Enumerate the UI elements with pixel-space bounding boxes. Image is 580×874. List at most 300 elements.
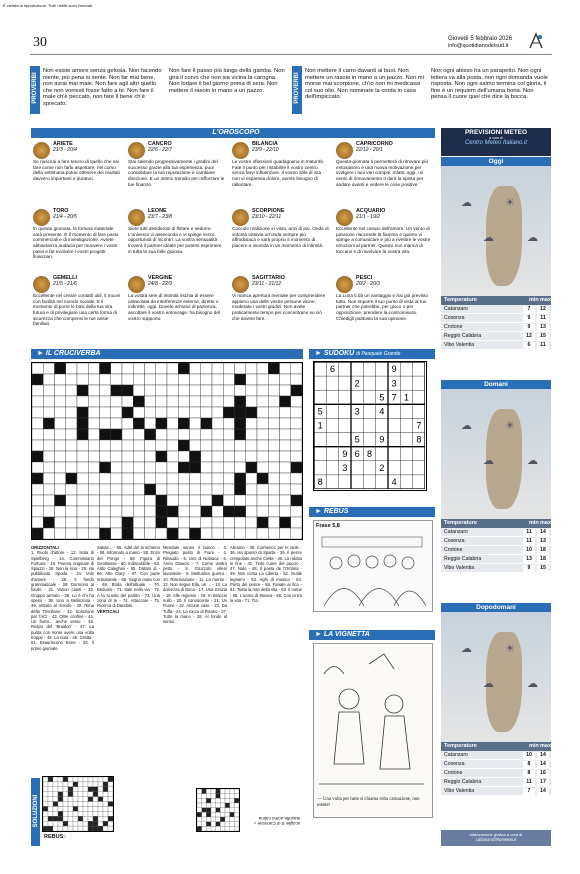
crossword-cell[interactable]	[280, 396, 291, 407]
crossword-cell[interactable]	[246, 407, 257, 418]
crossword-cell[interactable]	[280, 495, 291, 506]
crossword-cell[interactable]	[190, 418, 201, 429]
crossword-cell[interactable]	[280, 451, 291, 462]
crossword-cell[interactable]	[122, 484, 133, 495]
crossword-cell[interactable]	[257, 517, 268, 528]
crossword-cell[interactable]	[190, 506, 201, 517]
crossword-cell[interactable]	[223, 440, 234, 451]
crossword-cell[interactable]	[235, 451, 246, 462]
crossword-cell[interactable]	[246, 440, 257, 451]
crossword-cell[interactable]	[167, 407, 178, 418]
crossword-cell[interactable]	[88, 528, 99, 539]
crossword-cell[interactable]	[268, 451, 279, 462]
crossword-cell[interactable]	[88, 517, 99, 528]
crossword-cell[interactable]	[133, 374, 144, 385]
crossword-cell[interactable]	[55, 396, 66, 407]
crossword-cell[interactable]	[133, 407, 144, 418]
crossword-cell[interactable]	[223, 495, 234, 506]
crossword-cell[interactable]	[100, 374, 111, 385]
crossword-cell[interactable]	[32, 385, 43, 396]
crossword-cell[interactable]	[156, 451, 167, 462]
crossword-cell[interactable]	[223, 517, 234, 528]
crossword-cell[interactable]	[212, 451, 223, 462]
crossword-cell[interactable]	[190, 429, 201, 440]
crossword-cell[interactable]	[167, 374, 178, 385]
crossword-cell[interactable]	[212, 473, 223, 484]
crossword-cell[interactable]	[111, 462, 122, 473]
crossword-cell[interactable]	[66, 517, 77, 528]
crossword-cell[interactable]	[43, 363, 54, 374]
crossword-cell[interactable]	[66, 528, 77, 539]
crossword-cell[interactable]	[257, 407, 268, 418]
crossword-cell[interactable]	[100, 385, 111, 396]
crossword-cell[interactable]	[156, 495, 167, 506]
crossword-cell[interactable]	[88, 385, 99, 396]
crossword-cell[interactable]	[257, 440, 268, 451]
crossword-cell[interactable]	[291, 429, 302, 440]
crossword-cell[interactable]	[167, 451, 178, 462]
crossword-cell[interactable]	[77, 528, 88, 539]
crossword-cell[interactable]	[257, 451, 268, 462]
crossword-cell[interactable]	[32, 418, 43, 429]
crossword-cell[interactable]	[133, 473, 144, 484]
crossword-cell[interactable]	[246, 528, 257, 539]
crossword-cell[interactable]	[190, 451, 201, 462]
crossword-cell[interactable]	[212, 517, 223, 528]
crossword-cell[interactable]	[122, 418, 133, 429]
crossword-cell[interactable]	[133, 506, 144, 517]
crossword-cell[interactable]	[156, 385, 167, 396]
crossword-cell[interactable]	[145, 462, 156, 473]
crossword-cell[interactable]	[268, 407, 279, 418]
crossword-cell[interactable]	[55, 451, 66, 462]
crossword-cell[interactable]	[167, 385, 178, 396]
crossword-cell[interactable]	[212, 429, 223, 440]
crossword-cell[interactable]	[223, 363, 234, 374]
crossword-cell[interactable]	[32, 473, 43, 484]
crossword-cell[interactable]	[55, 495, 66, 506]
crossword-cell[interactable]	[235, 407, 246, 418]
crossword-cell[interactable]	[66, 451, 77, 462]
crossword-cell[interactable]	[201, 517, 212, 528]
crossword-cell[interactable]	[88, 451, 99, 462]
crossword-cell[interactable]	[212, 363, 223, 374]
crossword-cell[interactable]	[133, 385, 144, 396]
crossword-cell[interactable]	[235, 506, 246, 517]
crossword-cell[interactable]	[77, 473, 88, 484]
crossword-cell[interactable]	[156, 396, 167, 407]
crossword-cell[interactable]	[77, 374, 88, 385]
crossword-cell[interactable]	[201, 374, 212, 385]
crossword-cell[interactable]	[111, 495, 122, 506]
crossword-cell[interactable]	[280, 407, 291, 418]
crossword-cell[interactable]	[55, 407, 66, 418]
crossword-cell[interactable]	[88, 396, 99, 407]
crossword-cell[interactable]	[77, 385, 88, 396]
crossword-cell[interactable]	[156, 473, 167, 484]
crossword-cell[interactable]	[201, 385, 212, 396]
crossword-cell[interactable]	[145, 473, 156, 484]
crossword-cell[interactable]	[145, 407, 156, 418]
crossword-cell[interactable]	[178, 374, 189, 385]
crossword-cell[interactable]	[66, 462, 77, 473]
crossword-cell[interactable]	[223, 451, 234, 462]
crossword-cell[interactable]	[145, 484, 156, 495]
crossword-cell[interactable]	[190, 473, 201, 484]
crossword-cell[interactable]	[212, 407, 223, 418]
crossword-cell[interactable]	[55, 418, 66, 429]
crossword-cell[interactable]	[66, 473, 77, 484]
crossword-cell[interactable]	[178, 396, 189, 407]
crossword-cell[interactable]	[235, 429, 246, 440]
crossword-cell[interactable]	[32, 484, 43, 495]
crossword-cell[interactable]	[55, 429, 66, 440]
crossword-cell[interactable]	[156, 440, 167, 451]
crossword-cell[interactable]	[100, 484, 111, 495]
crossword-cell[interactable]	[156, 528, 167, 539]
crossword-cell[interactable]	[190, 528, 201, 539]
crossword-cell[interactable]	[223, 407, 234, 418]
crossword-cell[interactable]	[43, 374, 54, 385]
crossword-cell[interactable]	[145, 440, 156, 451]
crossword-cell[interactable]	[212, 385, 223, 396]
crossword-cell[interactable]	[100, 517, 111, 528]
crossword-cell[interactable]	[122, 440, 133, 451]
crossword-cell[interactable]	[201, 440, 212, 451]
crossword-cell[interactable]	[111, 451, 122, 462]
crossword-cell[interactable]	[145, 363, 156, 374]
crossword-cell[interactable]	[77, 418, 88, 429]
crossword-cell[interactable]	[235, 528, 246, 539]
crossword-cell[interactable]	[32, 429, 43, 440]
crossword-cell[interactable]	[77, 506, 88, 517]
crossword-cell[interactable]	[122, 451, 133, 462]
crossword-cell[interactable]	[77, 451, 88, 462]
crossword-cell[interactable]	[178, 385, 189, 396]
crossword-cell[interactable]	[122, 363, 133, 374]
crossword-cell[interactable]	[212, 462, 223, 473]
crossword-cell[interactable]	[88, 429, 99, 440]
crossword-cell[interactable]	[88, 506, 99, 517]
crossword-cell[interactable]	[291, 495, 302, 506]
crossword-cell[interactable]	[66, 418, 77, 429]
crossword-cell[interactable]	[88, 418, 99, 429]
crossword-cell[interactable]	[145, 517, 156, 528]
crossword-cell[interactable]	[100, 429, 111, 440]
crossword-cell[interactable]	[167, 528, 178, 539]
crossword-cell[interactable]	[280, 528, 291, 539]
crossword-cell[interactable]	[223, 385, 234, 396]
crossword-cell[interactable]	[257, 396, 268, 407]
crossword-cell[interactable]	[268, 528, 279, 539]
crossword-cell[interactable]	[167, 462, 178, 473]
crossword-cell[interactable]	[268, 429, 279, 440]
crossword-cell[interactable]	[77, 495, 88, 506]
crossword-cell[interactable]	[235, 363, 246, 374]
crossword-cell[interactable]	[111, 440, 122, 451]
crossword-cell[interactable]	[43, 473, 54, 484]
crossword-cell[interactable]	[122, 396, 133, 407]
crossword-cell[interactable]	[268, 473, 279, 484]
crossword-cell[interactable]	[178, 451, 189, 462]
crossword-cell[interactable]	[257, 429, 268, 440]
crossword-cell[interactable]	[201, 429, 212, 440]
crossword-cell[interactable]	[156, 407, 167, 418]
crossword-cell[interactable]	[268, 396, 279, 407]
crossword-cell[interactable]	[268, 374, 279, 385]
crossword-cell[interactable]	[223, 462, 234, 473]
crossword-cell[interactable]	[145, 385, 156, 396]
crossword-cell[interactable]	[246, 429, 257, 440]
crossword-cell[interactable]	[145, 374, 156, 385]
crossword-cell[interactable]	[43, 506, 54, 517]
crossword-cell[interactable]	[43, 385, 54, 396]
crossword-cell[interactable]	[291, 506, 302, 517]
crossword-cell[interactable]	[32, 363, 43, 374]
crossword-cell[interactable]	[223, 506, 234, 517]
crossword-cell[interactable]	[291, 517, 302, 528]
crossword-cell[interactable]	[268, 517, 279, 528]
crossword-cell[interactable]	[212, 418, 223, 429]
crossword-cell[interactable]	[133, 462, 144, 473]
crossword-cell[interactable]	[178, 495, 189, 506]
crossword-cell[interactable]	[145, 429, 156, 440]
crossword-cell[interactable]	[178, 473, 189, 484]
crossword-cell[interactable]	[145, 396, 156, 407]
crossword-cell[interactable]	[100, 473, 111, 484]
crossword-cell[interactable]	[100, 528, 111, 539]
crossword-cell[interactable]	[201, 363, 212, 374]
crossword-cell[interactable]	[77, 484, 88, 495]
crossword-cell[interactable]	[268, 363, 279, 374]
crossword-cell[interactable]	[43, 484, 54, 495]
crossword-cell[interactable]	[111, 506, 122, 517]
crossword-cell[interactable]	[100, 451, 111, 462]
crossword-cell[interactable]	[190, 462, 201, 473]
crossword-cell[interactable]	[235, 495, 246, 506]
crossword-cell[interactable]	[156, 418, 167, 429]
crossword-cell[interactable]	[88, 374, 99, 385]
crossword-cell[interactable]	[133, 429, 144, 440]
crossword-cell[interactable]	[291, 440, 302, 451]
crossword-cell[interactable]	[212, 506, 223, 517]
crossword-cell[interactable]	[257, 506, 268, 517]
crossword-cell[interactable]	[77, 440, 88, 451]
crossword-cell[interactable]	[257, 385, 268, 396]
crossword-cell[interactable]	[66, 407, 77, 418]
crossword-cell[interactable]	[246, 363, 257, 374]
crossword-cell[interactable]	[167, 363, 178, 374]
crossword-cell[interactable]	[246, 418, 257, 429]
crossword-cell[interactable]	[257, 528, 268, 539]
crossword-cell[interactable]	[257, 418, 268, 429]
crossword-cell[interactable]	[88, 363, 99, 374]
crossword-cell[interactable]	[167, 517, 178, 528]
crossword-cell[interactable]	[111, 429, 122, 440]
crossword-cell[interactable]	[223, 396, 234, 407]
crossword-cell[interactable]	[280, 506, 291, 517]
crossword-cell[interactable]	[212, 484, 223, 495]
crossword-cell[interactable]	[111, 363, 122, 374]
crossword-cell[interactable]	[235, 462, 246, 473]
crossword-cell[interactable]	[223, 473, 234, 484]
crossword-cell[interactable]	[178, 506, 189, 517]
crossword-cell[interactable]	[100, 407, 111, 418]
crossword-cell[interactable]	[66, 429, 77, 440]
crossword-cell[interactable]	[156, 517, 167, 528]
crossword-cell[interactable]	[100, 495, 111, 506]
crossword-cell[interactable]	[43, 528, 54, 539]
crossword-cell[interactable]	[212, 396, 223, 407]
crossword-cell[interactable]	[291, 462, 302, 473]
crossword-cell[interactable]	[201, 473, 212, 484]
crossword-cell[interactable]	[111, 374, 122, 385]
crossword-cell[interactable]	[201, 396, 212, 407]
crossword-cell[interactable]	[111, 407, 122, 418]
crossword-cell[interactable]	[111, 473, 122, 484]
crossword-cell[interactable]	[212, 374, 223, 385]
crossword-cell[interactable]	[280, 429, 291, 440]
crossword-cell[interactable]	[246, 495, 257, 506]
crossword-cell[interactable]	[201, 407, 212, 418]
crossword-cell[interactable]	[291, 473, 302, 484]
crossword-cell[interactable]	[100, 506, 111, 517]
crossword-cell[interactable]	[43, 429, 54, 440]
crossword-cell[interactable]	[201, 506, 212, 517]
crossword-cell[interactable]	[190, 484, 201, 495]
crossword-cell[interactable]	[55, 462, 66, 473]
crossword-cell[interactable]	[291, 374, 302, 385]
crossword-cell[interactable]	[268, 462, 279, 473]
crossword-cell[interactable]	[280, 484, 291, 495]
crossword-cell[interactable]	[178, 517, 189, 528]
crossword-cell[interactable]	[66, 484, 77, 495]
crossword-cell[interactable]	[55, 363, 66, 374]
crossword-cell[interactable]	[167, 473, 178, 484]
crossword-cell[interactable]	[280, 462, 291, 473]
crossword-cell[interactable]	[280, 517, 291, 528]
crossword-cell[interactable]	[77, 517, 88, 528]
crossword-cell[interactable]	[88, 407, 99, 418]
crossword-cell[interactable]	[280, 363, 291, 374]
crossword-cell[interactable]	[167, 484, 178, 495]
crossword-cell[interactable]	[257, 363, 268, 374]
crossword-cell[interactable]	[201, 484, 212, 495]
crossword-cell[interactable]	[178, 462, 189, 473]
crossword-cell[interactable]	[88, 473, 99, 484]
crossword-cell[interactable]	[167, 506, 178, 517]
crossword-cell[interactable]	[190, 374, 201, 385]
crossword-cell[interactable]	[268, 385, 279, 396]
crossword-cell[interactable]	[178, 407, 189, 418]
crossword-cell[interactable]	[122, 429, 133, 440]
crossword-cell[interactable]	[190, 495, 201, 506]
crossword-cell[interactable]	[178, 528, 189, 539]
crossword-cell[interactable]	[235, 484, 246, 495]
crossword-cell[interactable]	[235, 385, 246, 396]
crossword-cell[interactable]	[280, 440, 291, 451]
crossword-cell[interactable]	[111, 528, 122, 539]
crossword-cell[interactable]	[66, 495, 77, 506]
crossword-cell[interactable]	[55, 374, 66, 385]
crossword-cell[interactable]	[145, 506, 156, 517]
crossword-cell[interactable]	[55, 385, 66, 396]
crossword-cell[interactable]	[55, 517, 66, 528]
crossword-cell[interactable]	[32, 462, 43, 473]
crossword-cell[interactable]	[88, 462, 99, 473]
crossword-cell[interactable]	[235, 517, 246, 528]
crossword-cell[interactable]	[212, 440, 223, 451]
crossword-cell[interactable]	[145, 528, 156, 539]
crossword-cell[interactable]	[111, 385, 122, 396]
crossword-cell[interactable]	[43, 396, 54, 407]
crossword-cell[interactable]	[133, 451, 144, 462]
crossword-cell[interactable]	[291, 363, 302, 374]
crossword-cell[interactable]	[122, 407, 133, 418]
crossword-cell[interactable]	[43, 462, 54, 473]
crossword-cell[interactable]	[77, 429, 88, 440]
crossword-cell[interactable]	[246, 517, 257, 528]
crossword-cell[interactable]	[100, 462, 111, 473]
crossword-cell[interactable]	[212, 528, 223, 539]
crossword-cell[interactable]	[178, 418, 189, 429]
crossword-cell[interactable]	[122, 495, 133, 506]
crossword-cell[interactable]	[77, 396, 88, 407]
crossword-cell[interactable]	[43, 440, 54, 451]
crossword-cell[interactable]	[156, 374, 167, 385]
crossword-cell[interactable]	[223, 374, 234, 385]
crossword-cell[interactable]	[246, 451, 257, 462]
crossword-cell[interactable]	[257, 484, 268, 495]
crossword-cell[interactable]	[111, 484, 122, 495]
crossword-cell[interactable]	[55, 484, 66, 495]
crossword-cell[interactable]	[145, 495, 156, 506]
crossword-cell[interactable]	[223, 418, 234, 429]
crossword-cell[interactable]	[145, 451, 156, 462]
crossword-cell[interactable]	[133, 363, 144, 374]
crossword-cell[interactable]	[133, 484, 144, 495]
crossword-cell[interactable]	[201, 451, 212, 462]
crossword-cell[interactable]	[111, 418, 122, 429]
crossword-cell[interactable]	[291, 385, 302, 396]
crossword-cell[interactable]	[212, 495, 223, 506]
crossword-cell[interactable]	[223, 528, 234, 539]
crossword-cell[interactable]	[291, 396, 302, 407]
crossword-cell[interactable]	[246, 473, 257, 484]
crossword-cell[interactable]	[100, 440, 111, 451]
crossword-cell[interactable]	[32, 517, 43, 528]
crossword-cell[interactable]	[66, 363, 77, 374]
crossword-cell[interactable]	[268, 495, 279, 506]
crossword-cell[interactable]	[32, 528, 43, 539]
crossword-cell[interactable]	[291, 484, 302, 495]
crossword-cell[interactable]	[122, 517, 133, 528]
crossword-cell[interactable]	[190, 517, 201, 528]
crossword-cell[interactable]	[77, 407, 88, 418]
crossword-cell[interactable]	[122, 462, 133, 473]
crossword-cell[interactable]	[291, 451, 302, 462]
crossword-cell[interactable]	[88, 440, 99, 451]
crossword-cell[interactable]	[167, 418, 178, 429]
crossword-cell[interactable]	[246, 462, 257, 473]
crossword-cell[interactable]	[133, 517, 144, 528]
crossword-cell[interactable]	[156, 363, 167, 374]
crossword-cell[interactable]	[122, 374, 133, 385]
crossword-cell[interactable]	[133, 396, 144, 407]
crossword-cell[interactable]	[246, 484, 257, 495]
crossword-cell[interactable]	[190, 407, 201, 418]
crossword-cell[interactable]	[43, 517, 54, 528]
